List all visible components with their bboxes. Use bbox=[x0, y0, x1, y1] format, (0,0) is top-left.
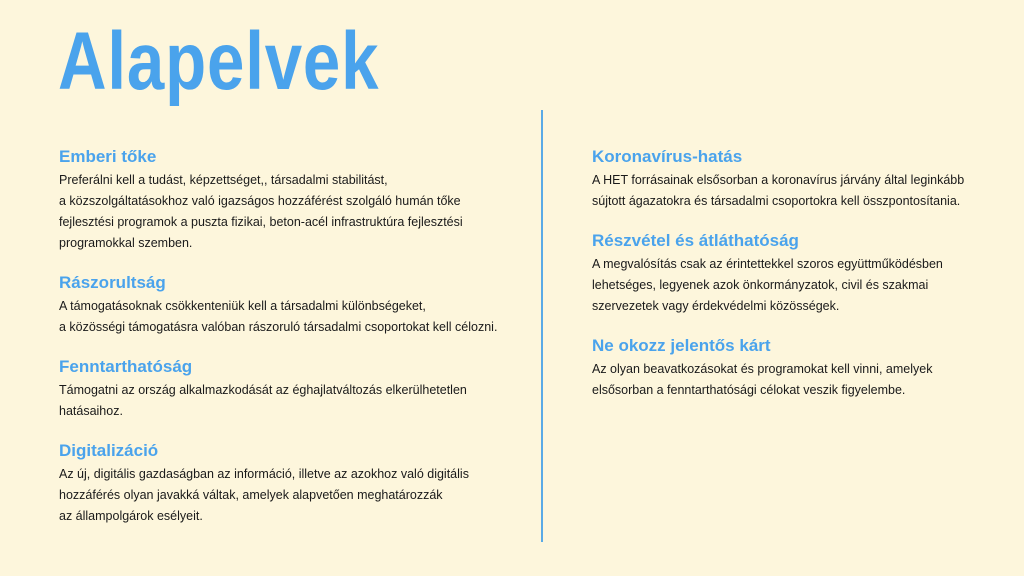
section-text bbox=[59, 296, 529, 338]
text-line: szervezetek vagy érdekvédelmi közösségek. bbox=[592, 299, 840, 313]
text-line: a közszolgáltatásokhoz való igazságos hozzáférést szolgáló humán tőke bbox=[59, 194, 461, 208]
section-text bbox=[592, 359, 1002, 401]
section-heading: Digitalizáció bbox=[59, 441, 159, 460]
text-line: A megvalósítás csak az érintettekkel szoros együttműködésben bbox=[592, 257, 943, 271]
text-line: az állampolgárok esélyeit. bbox=[59, 509, 203, 523]
text-line: elsősorban a fenntarthatósági célokat veszik figyelembe. bbox=[592, 383, 906, 397]
section-heading: Részvétel és átláthatóság bbox=[592, 231, 799, 250]
column-divider bbox=[541, 110, 543, 542]
slide-title: Alapelvek bbox=[58, 16, 380, 107]
text-line: fejlesztési programok a puszta fizikai, beton-acél infrastruktúra fejlesztési bbox=[59, 215, 463, 229]
section-heading: Ne okozz jelentős kárt bbox=[592, 336, 771, 355]
text-line: sújtott ágazatokra és társadalmi csoportokra kell összpontosítania. bbox=[592, 194, 961, 208]
section-heading: Emberi tőke bbox=[59, 147, 157, 166]
section-digitalizacio bbox=[59, 440, 529, 527]
section-heading: Fenntarthatóság bbox=[59, 357, 193, 376]
text-line: hatásaihoz. bbox=[59, 404, 123, 418]
left-column bbox=[59, 146, 529, 545]
section-raszorultsag bbox=[59, 272, 529, 338]
section-text bbox=[59, 464, 529, 527]
section-text bbox=[592, 254, 1002, 317]
section-heading: Rászorultság bbox=[59, 273, 166, 292]
section-text bbox=[59, 170, 529, 254]
section-heading: Koronavírus-hatás bbox=[592, 147, 743, 166]
section-emberi-toke bbox=[59, 146, 529, 254]
section-koronavirus-hatas bbox=[592, 146, 1002, 212]
text-line: Támogatni az ország alkalmazkodását az éghajlatváltozás elkerülhetetlen bbox=[59, 383, 467, 397]
right-column bbox=[592, 146, 1002, 419]
text-line: Az olyan beavatkozásokat és programokat kell vinni, amelyek bbox=[592, 362, 933, 376]
text-line: programokkal szemben. bbox=[59, 236, 193, 250]
text-line: lehetséges, legyenek azok önkormányzatok, civil és szakmai bbox=[592, 278, 929, 292]
text-line: A támogatásoknak csökkenteniük kell a társadalmi különbségeket, bbox=[59, 299, 426, 313]
section-fenntarthatosag bbox=[59, 356, 529, 422]
text-line: hozzáférés olyan javakká váltak, amelyek alapvetően meghatározzák bbox=[59, 488, 443, 502]
text-line: Az új, digitális gazdaságban az információ, illetve az azokhoz való digitális bbox=[59, 467, 469, 481]
text-line: a közösségi támogatásra valóban rászoruló társadalmi csoportokat kell célozni. bbox=[59, 320, 498, 334]
text-line: A HET forrásainak elsősorban a koronavírus járvány által leginkább bbox=[592, 173, 965, 187]
section-text bbox=[59, 380, 529, 422]
text-line: Preferálni kell a tudást, képzettséget,, társadalmi stabilitást, bbox=[59, 173, 388, 187]
section-reszvetel-es-atlathatosag bbox=[592, 230, 1002, 317]
section-ne-okozz-jelentos-kart bbox=[592, 335, 1002, 401]
section-text bbox=[592, 170, 1002, 212]
